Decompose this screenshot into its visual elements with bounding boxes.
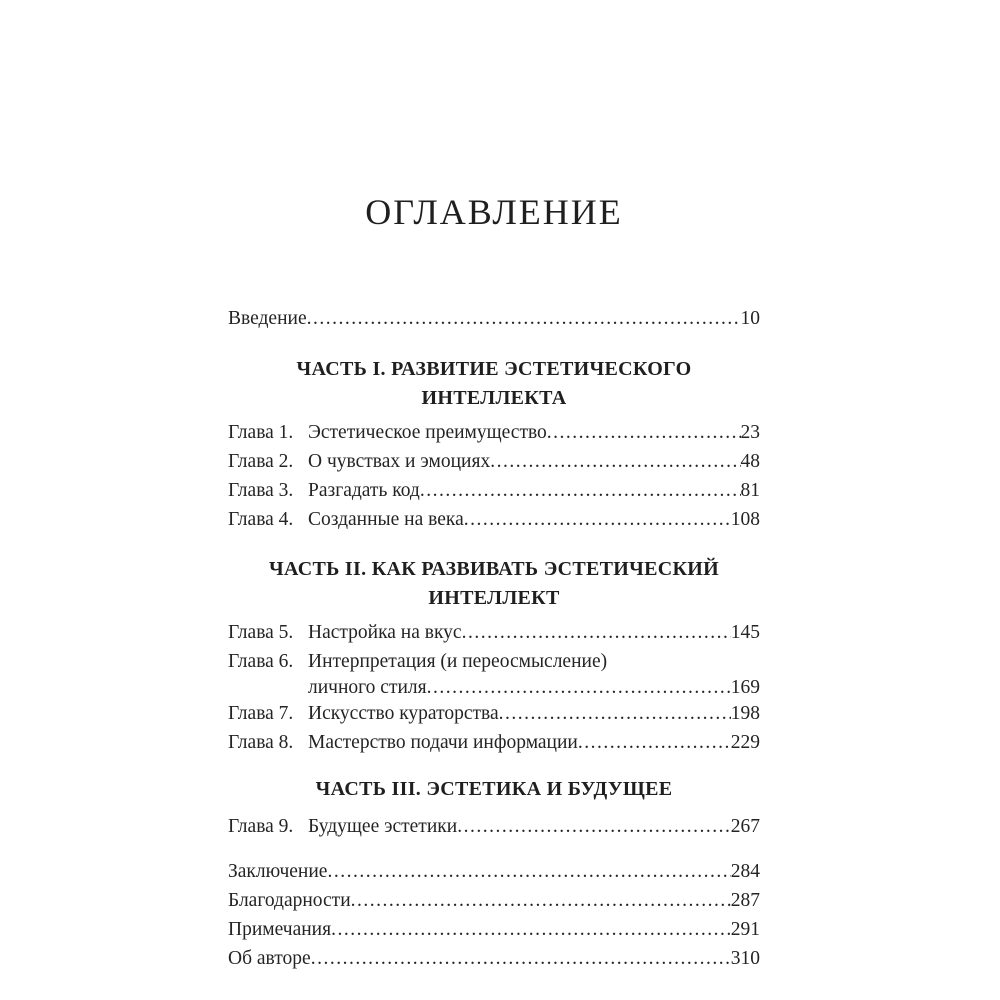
entry-label: Введение bbox=[228, 308, 307, 329]
dot-leader bbox=[311, 944, 731, 973]
dot-leader bbox=[499, 699, 731, 728]
page-number: 310 bbox=[730, 948, 760, 969]
chapter-title: Созданные на века bbox=[308, 509, 464, 530]
toc-row-chapter-4 bbox=[228, 505, 760, 534]
dot-leader bbox=[427, 676, 731, 699]
toc-row-chapter-7 bbox=[228, 699, 760, 728]
entry-label: Заключение bbox=[228, 861, 328, 882]
part-1-heading bbox=[228, 355, 760, 413]
entry-label: Примечания bbox=[228, 919, 332, 940]
chapter-number: Глава 7. bbox=[228, 703, 294, 724]
page-title: ОГЛАВЛЕНИЕ bbox=[365, 192, 623, 232]
toc-row-chapter-6 bbox=[228, 647, 760, 676]
chapter-number: Глава 1. bbox=[228, 422, 294, 443]
back-matter-list bbox=[228, 857, 760, 973]
page-number: 23 bbox=[740, 422, 760, 443]
chapter-number: Глава 9. bbox=[228, 816, 294, 837]
chapter-title-continuation: личного стиля bbox=[308, 677, 427, 698]
part-1-chapters bbox=[228, 418, 760, 534]
toc-content bbox=[228, 0, 760, 1000]
part-3-chapters bbox=[228, 812, 760, 841]
dot-leader bbox=[462, 618, 731, 647]
part-2-chapters bbox=[228, 618, 760, 757]
chapter-title: Интерпретация (и переосмысление) bbox=[308, 651, 608, 672]
page-number: 145 bbox=[730, 622, 760, 643]
part-heading-line: ЧАСТЬ III. ЭСТЕТИКА И БУДУЩЕЕ bbox=[315, 778, 673, 800]
dot-leader bbox=[351, 886, 731, 915]
chapter-number: Глава 4. bbox=[228, 509, 294, 530]
toc-row-chapter-5 bbox=[228, 618, 760, 647]
page-number: 284 bbox=[730, 861, 760, 882]
toc-row-conclusion bbox=[228, 857, 760, 886]
toc-row-intro bbox=[228, 304, 760, 333]
toc-row-about-author bbox=[228, 944, 760, 973]
page-number: 169 bbox=[730, 677, 760, 698]
entry-label: Об авторе bbox=[228, 948, 311, 969]
toc-row-chapter-6-continuation bbox=[228, 676, 760, 699]
page-number: 198 bbox=[730, 703, 760, 724]
chapter-title: Искусство кураторства bbox=[308, 703, 499, 724]
page-number: 10 bbox=[740, 308, 760, 329]
chapter-title: Настройка на вкус bbox=[308, 622, 462, 643]
dot-leader bbox=[457, 812, 731, 841]
page-number: 287 bbox=[730, 890, 760, 911]
page-number: 48 bbox=[740, 451, 760, 472]
part-heading-line: ЧАСТЬ I. РАЗВИТИЕ ЭСТЕТИЧЕСКОГО bbox=[296, 358, 692, 380]
chapter-title: Разгадать код bbox=[308, 480, 420, 501]
part-heading-line: ИНТЕЛЛЕКТ bbox=[428, 587, 560, 609]
dot-leader bbox=[464, 505, 731, 534]
part-3-heading bbox=[228, 775, 760, 804]
chapter-title: О чувствах и эмоциях bbox=[308, 451, 491, 472]
chapter-number: Глава 3. bbox=[228, 480, 294, 501]
chapter-title: Будущее эстетики bbox=[308, 816, 458, 837]
chapter-number: Глава 2. bbox=[228, 451, 294, 472]
page-number: 267 bbox=[730, 816, 760, 837]
toc-row-chapter-1 bbox=[228, 418, 760, 447]
chapter-number: Глава 6. bbox=[228, 651, 294, 672]
toc-row-acknowledgements bbox=[228, 886, 760, 915]
page-number: 81 bbox=[740, 480, 760, 501]
chapter-title: Эстетическое преимущество bbox=[308, 422, 547, 443]
dot-leader bbox=[547, 418, 741, 447]
part-heading-line: ЧАСТЬ II. КАК РАЗВИВАТЬ ЭСТЕТИЧЕСКИЙ bbox=[269, 558, 719, 580]
entry-label: Благодарности bbox=[228, 890, 351, 911]
toc-row-chapter-3 bbox=[228, 476, 760, 505]
chapter-number: Глава 5. bbox=[228, 622, 294, 643]
page-number: 291 bbox=[730, 919, 760, 940]
part-2-heading bbox=[228, 555, 760, 613]
dot-leader bbox=[490, 447, 740, 476]
dot-leader bbox=[327, 857, 730, 886]
dot-leader bbox=[420, 476, 741, 505]
dot-leader bbox=[331, 915, 731, 944]
dot-leader bbox=[578, 728, 731, 757]
toc-row-notes bbox=[228, 915, 760, 944]
toc-row-chapter-8 bbox=[228, 728, 760, 757]
toc-row-chapter-9 bbox=[228, 812, 760, 841]
chapter-number: Глава 8. bbox=[228, 732, 294, 753]
part-heading-line: ИНТЕЛЛЕКТА bbox=[421, 387, 567, 409]
page-number: 108 bbox=[730, 509, 760, 530]
dot-leader bbox=[307, 304, 741, 333]
page-number: 229 bbox=[730, 732, 760, 753]
toc-row-chapter-2 bbox=[228, 447, 760, 476]
chapter-title: Мастерство подачи информации bbox=[308, 732, 578, 753]
